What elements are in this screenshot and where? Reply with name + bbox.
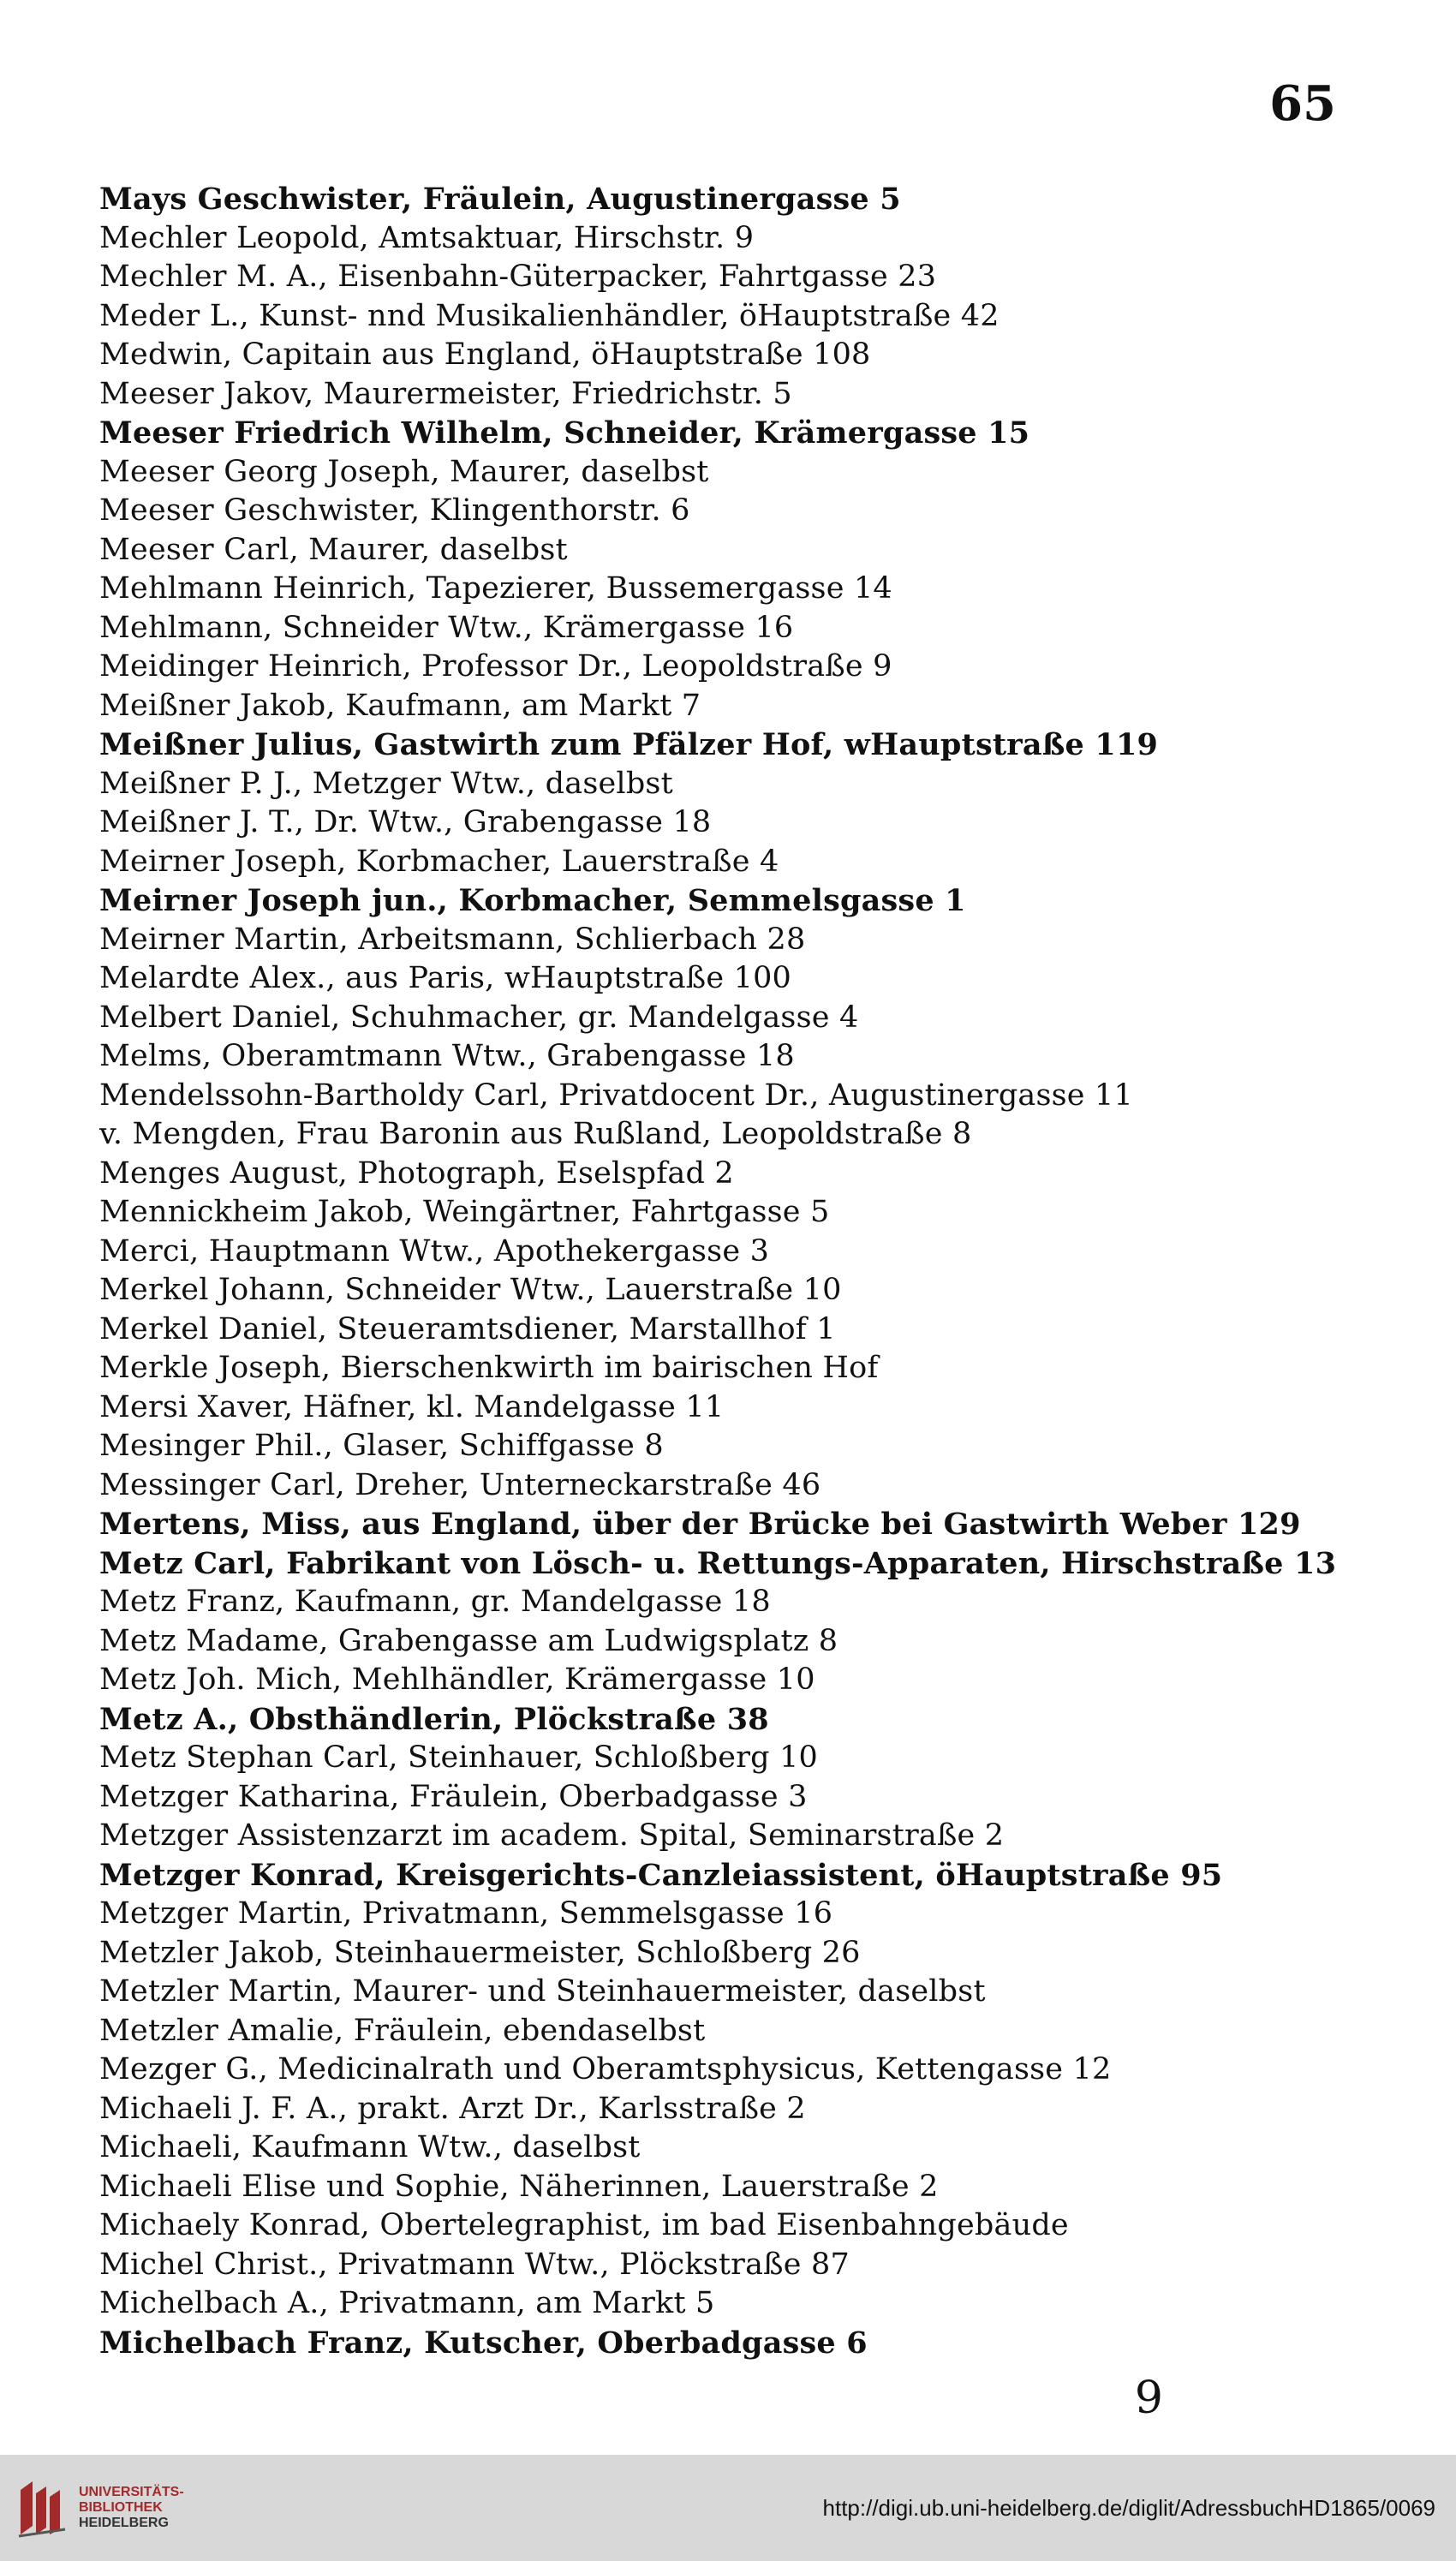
- directory-entry: Meeser Carl, Maurer, daselbst: [99, 532, 568, 567]
- directory-entry: Michaeli J. F. A., prakt. Arzt Dr., Karlsstraße 2: [99, 2091, 806, 2126]
- directory-entry: v. Mengden, Frau Baronin aus Rußland, Leopoldstraße 8: [99, 1117, 972, 1151]
- directory-entry: Meidinger Heinrich, Professor Dr., Leopoldstraße 9: [99, 649, 892, 684]
- directory-entry: Mechler M. A., Eisenbahn-Güterpacker, Fahrtgasse 23: [99, 260, 937, 294]
- directory-entry: Metz Madame, Grabengasse am Ludwigsplatz 8: [99, 1623, 838, 1658]
- directory-entry: Metzger Katharina, Fräulein, Oberbadgasse 3: [99, 1779, 808, 1814]
- directory-entry: Metz Franz, Kaufmann, gr. Mandelgasse 18: [99, 1585, 771, 1619]
- directory-entry: Metz A., Obsthändlerin, Plöckstraße 38: [99, 1701, 769, 1737]
- directory-entry: Metz Joh. Mich, Mehlhändler, Krämergasse 10: [99, 1663, 815, 1697]
- directory-entry: Michaeli, Kaufmann Wtw., daselbst: [99, 2130, 641, 2164]
- directory-entry: Mesinger Phil., Glaser, Schiffgasse 8: [99, 1429, 664, 1463]
- directory-entry: Merkel Daniel, Steueramtsdiener, Marstallhof 1: [99, 1311, 836, 1346]
- directory-entry: Meeser Geschwister, Klingenthorstr. 6: [99, 493, 690, 528]
- library-logo[interactable]: [17, 2478, 184, 2538]
- directory-entry: Michaeli Elise und Sophie, Näherinnen, Lauerstraße 2: [99, 2169, 939, 2204]
- directory-entry: Messinger Carl, Dreher, Unterneckarstraße 46: [99, 1467, 821, 1502]
- directory-entry: Mechler Leopold, Amtsaktuar, Hirschstr. 9: [99, 220, 755, 255]
- directory-entry: Michaely Konrad, Obertelegraphist, im bad Eisenbahngebäude: [99, 2208, 1069, 2242]
- logo-line: HEIDELBERG: [79, 2516, 169, 2530]
- directory-entry: Meeser Jakov, Maurermeister, Friedrichstr. 5: [99, 376, 792, 411]
- directory-entry: Melbert Daniel, Schuhmacher, gr. Mandelgasse 4: [99, 1000, 859, 1035]
- directory-entry: Mehlmann, Schneider Wtw., Krämergasse 16: [99, 610, 794, 645]
- directory-entry: Metzler Amalie, Fräulein, ebendaselbst: [99, 2013, 706, 2048]
- directory-entry: Michelbach A., Privatmann, am Markt 5: [99, 2286, 715, 2320]
- directory-entry: Medwin, Capitain aus England, öHauptstraße 108: [99, 337, 871, 372]
- directory-entry: Meißner P. J., Metzger Wtw., daselbst: [99, 766, 673, 801]
- directory-entry: Mehlmann Heinrich, Tapezierer, Bussemergasse 14: [99, 571, 892, 606]
- directory-entry: Mersi Xaver, Häfner, kl. Mandelgasse 11: [99, 1389, 725, 1424]
- directory-entry: Metz Stephan Carl, Steinhauer, Schloßberg 10: [99, 1740, 819, 1775]
- page-number: 65: [1269, 75, 1336, 132]
- directory-entry: Mays Geschwister, Fräulein, Augustinergasse 5: [99, 182, 901, 217]
- directory-entry: Meißner J. T., Dr. Wtw., Grabengasse 18: [99, 805, 712, 839]
- directory-entry: Mezger G., Medicinalrath und Oberamtsphysicus, Kettengasse 12: [99, 2052, 1112, 2086]
- directory-entry: Meißner Julius, Gastwirth zum Pfälzer Hof, wHauptstraße 119: [99, 727, 1159, 762]
- directory-entry: Metz Carl, Fabrikant von Lösch- u. Rettungs-Apparaten, Hirschstraße 13: [99, 1545, 1337, 1581]
- directory-entry: Metzger Assistenzarzt im academ. Spital, Seminarstraße 2: [99, 1818, 1005, 1853]
- directory-entry: Meirner Martin, Arbeitsmann, Schlierbach 28: [99, 922, 806, 957]
- directory-entry: Metzger Martin, Privatmann, Semmelsgasse 16: [99, 1896, 833, 1931]
- directory-entry: Meeser Georg Joseph, Maurer, daselbst: [99, 454, 709, 489]
- directory-entry: Mennickheim Jakob, Weingärtner, Fahrtgasse 5: [99, 1195, 830, 1229]
- directory-entry-list: [99, 180, 1358, 2362]
- library-logo-text: [79, 2485, 184, 2531]
- library-logo-icon: [17, 2478, 69, 2538]
- directory-entry: Metzger Konrad, Kreisgerichts-Canzleiassistent, öHauptstraße 95: [99, 1857, 1223, 1893]
- source-url-link[interactable]: http://digi.ub.uni-heidelberg.de/diglit/AdressbuchHD1865/0069: [822, 2494, 1435, 2521]
- directory-entry: Meder L., Kunst- nnd Musikalienhändler, öHauptstraße 42: [99, 298, 1000, 333]
- logo-line: BIBLIOTHEK: [79, 2500, 163, 2515]
- directory-entry: Metzler Martin, Maurer- und Steinhauermeister, daselbst: [99, 1974, 986, 2009]
- directory-entry: Meißner Jakob, Kaufmann, am Markt 7: [99, 688, 701, 723]
- directory-entry: Metzler Jakob, Steinhauermeister, Schloßberg 26: [99, 1935, 861, 1970]
- directory-entry: Merci, Hauptmann Wtw., Apothekergasse 3: [99, 1233, 770, 1269]
- directory-entry: Michelbach Franz, Kutscher, Oberbadgasse 6: [99, 2325, 868, 2361]
- directory-entry: Melardte Alex., aus Paris, wHauptstraße 100: [99, 961, 792, 995]
- directory-entry: Meeser Friedrich Wilhelm, Schneider, Krämergasse 15: [99, 415, 1030, 451]
- directory-entry: Menges August, Photograph, Eselspfad 2: [99, 1155, 734, 1191]
- footer-bar: [0, 2455, 1456, 2561]
- directory-entry: Merkel Johann, Schneider Wtw., Lauerstraße 10: [99, 1273, 842, 1307]
- directory-entry: Michel Christ., Privatmann Wtw., Plöckstraße 87: [99, 2247, 850, 2282]
- signature-mark: 9: [1134, 2373, 1163, 2424]
- directory-entry: Meirner Joseph jun., Korbmacher, Semmelsgasse 1: [99, 883, 966, 918]
- directory-entry: Meirner Joseph, Korbmacher, Lauerstraße 4: [99, 844, 779, 879]
- logo-line: UNIVERSITÄTS-: [79, 2485, 184, 2499]
- directory-entry: Mendelssohn-Bartholdy Carl, Privatdocent Dr., Augustinergasse 11: [99, 1078, 1133, 1113]
- directory-entry: Melms, Oberamtmann Wtw., Grabengasse 18: [99, 1039, 795, 1073]
- directory-entry: Mertens, Miss, aus England, über der Brücke bei Gastwirth Weber 129: [99, 1507, 1301, 1542]
- directory-entry: Merkle Joseph, Bierschenkwirth im bairischen Hof: [99, 1351, 879, 1385]
